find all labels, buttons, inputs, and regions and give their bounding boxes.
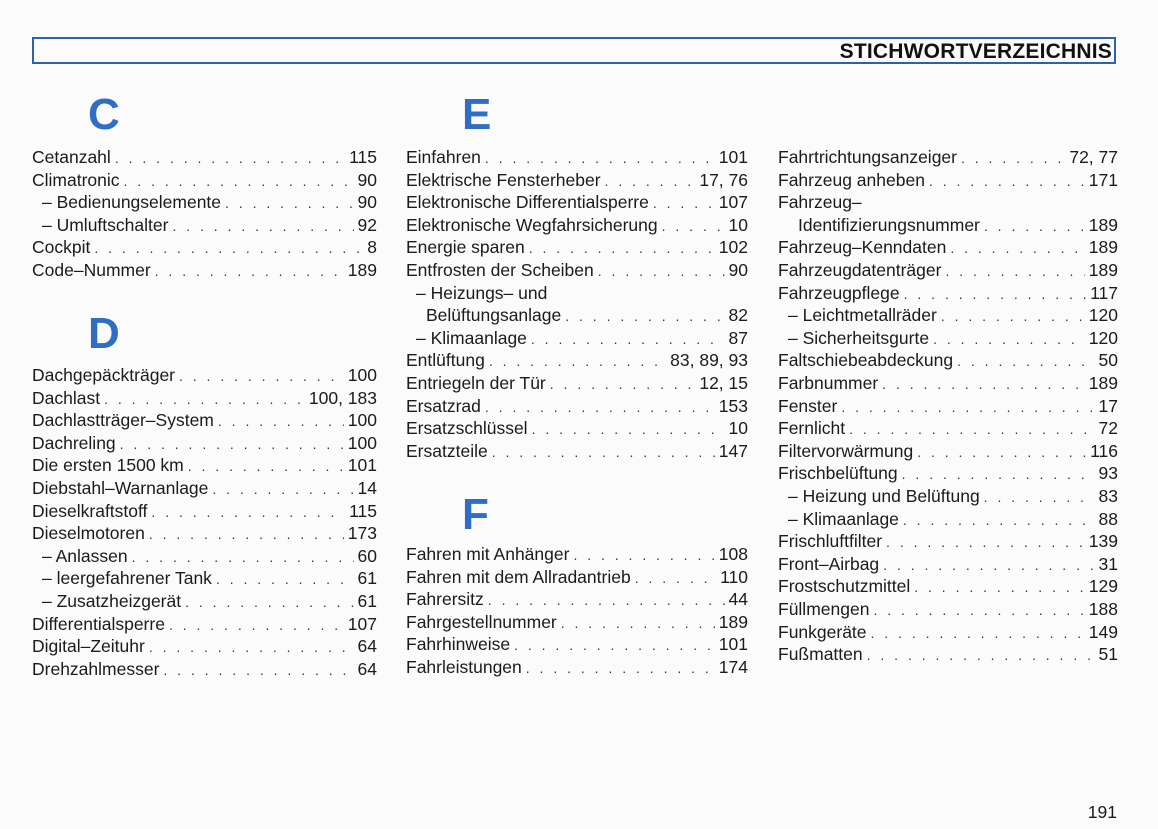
leader-dots (151, 501, 345, 523)
index-entry (32, 454, 377, 477)
leader-dots (488, 589, 725, 611)
index-entry (778, 395, 1118, 418)
page-reference: 82 (728, 305, 748, 326)
index-term: Füllmengen (778, 599, 870, 619)
leader-dots (149, 636, 354, 658)
leader-dots (849, 418, 1094, 440)
leader-dots (163, 659, 353, 681)
index-term: Cetanzahl (32, 147, 111, 167)
index-term: Climatronic (32, 169, 120, 190)
leader-dots (94, 237, 363, 259)
leader-dots (929, 170, 1085, 192)
page-reference: 101 (718, 147, 748, 167)
index-entry (778, 191, 1118, 213)
page-reference: 10 (728, 418, 748, 439)
index-entry (32, 432, 377, 455)
page-reference: 115 (349, 147, 377, 167)
index-entry (778, 417, 1118, 440)
index-entry (42, 214, 377, 237)
index-entry (32, 236, 377, 259)
leader-dots (225, 192, 354, 214)
index-term: Frostschutzmittel (778, 576, 911, 597)
index-term: – Umluftschalter (42, 214, 169, 235)
leader-dots (867, 644, 1095, 666)
index-term: Fahrzeugdatenträger (778, 260, 942, 280)
leader-dots (185, 591, 353, 613)
index-entry (406, 395, 748, 418)
page-reference: 139 (1088, 531, 1118, 552)
page-reference: 17, 76 (699, 169, 748, 190)
page-reference: 83 (1098, 486, 1118, 506)
index-entry (406, 633, 748, 656)
index-entry (32, 500, 377, 523)
index-entry (32, 364, 377, 387)
index-entry (42, 191, 377, 214)
leader-dots (941, 305, 1085, 327)
page-reference: 189 (1088, 214, 1118, 235)
index-entry (42, 590, 377, 613)
page-reference: 129 (1088, 576, 1118, 597)
index-entry (798, 214, 1118, 237)
leader-dots (957, 350, 1094, 372)
leader-dots (902, 463, 1095, 485)
leader-dots (598, 260, 725, 282)
index-term: Fahrhinweise (406, 634, 511, 655)
index-entry (778, 372, 1118, 395)
index-term: Farbnummer (778, 373, 879, 393)
index-entry (778, 282, 1118, 305)
leader-dots (917, 441, 1086, 463)
leader-dots (561, 612, 715, 634)
index-entry (416, 327, 748, 350)
leader-dots (485, 147, 715, 169)
index-entry (416, 282, 748, 304)
index-entry (406, 191, 748, 214)
page-reference: 101 (718, 634, 748, 655)
leader-dots (883, 554, 1094, 576)
index-term: – Sicherheitsgurte (788, 327, 930, 348)
index-entry (32, 169, 377, 192)
page-reference: 174 (718, 657, 748, 677)
leader-dots (904, 283, 1086, 305)
page-reference: 51 (1098, 644, 1118, 665)
index-entry (778, 643, 1118, 666)
index-term: Code–Nummer (32, 260, 151, 280)
index-entry (778, 169, 1118, 192)
leader-dots (514, 634, 715, 656)
index-term: – Leichtmetallräder (788, 305, 937, 326)
index-term: Dieselkraftstoff (32, 500, 148, 521)
index-entry (406, 543, 748, 566)
leader-dots (531, 328, 725, 350)
index-term: – Anlassen (42, 545, 128, 566)
index-term: Diebstahl–Warnanlage (32, 478, 209, 498)
index-term: Belüftungsanlage (426, 305, 562, 326)
index-term: Ersatzrad (406, 395, 481, 416)
index-entry (32, 146, 377, 169)
page-reference: 173 (347, 523, 377, 544)
index-entry (778, 146, 1118, 169)
index-term: Die ersten 1500 km (32, 455, 184, 476)
page-reference: 108 (718, 544, 748, 564)
leader-dots (871, 622, 1085, 644)
page-reference: 88 (1098, 508, 1118, 529)
page-reference: 72, 77 (1069, 147, 1118, 167)
index-entry (406, 214, 748, 237)
index-term: Digital–Zeituhr (32, 636, 145, 657)
index-term: Front–Airbag (778, 553, 880, 574)
index-entry (42, 567, 377, 590)
index-entry (778, 462, 1118, 485)
index-entry (778, 349, 1118, 372)
page-reference: 153 (718, 395, 748, 416)
page-reference: 116 (1090, 440, 1118, 461)
page-reference: 90 (357, 169, 377, 190)
leader-dots (945, 260, 1084, 282)
index-term: Dachlastträger–System (32, 410, 214, 431)
index-term: Fahrtrichtungsanzeiger (778, 147, 957, 167)
index-term: – Bedienungselemente (42, 192, 222, 213)
leader-dots (155, 260, 344, 282)
index-term: – Klimaanlage (788, 508, 899, 529)
index-entry (32, 658, 377, 681)
index-term: Fahren mit Anhänger (406, 544, 570, 564)
page-reference: 10 (728, 214, 748, 235)
leader-dots (882, 373, 1085, 395)
page-reference: 92 (357, 214, 377, 235)
leader-dots (485, 396, 715, 418)
leader-dots (188, 455, 344, 477)
leader-dots (873, 599, 1084, 621)
index-term: Fahrgestellnummer (406, 611, 557, 632)
page-reference: 189 (1088, 373, 1118, 393)
index-entry (406, 417, 748, 440)
index-entry (788, 327, 1118, 350)
header-bar (32, 37, 1116, 64)
section-letter-c: C (88, 90, 120, 139)
index-entry (406, 611, 748, 634)
page-reference: 64 (357, 658, 377, 679)
index-term: Elektrische Fensterheber (406, 169, 601, 190)
leader-dots (149, 523, 344, 545)
index-term: Dieselmotoren (32, 523, 145, 544)
index-entry (788, 485, 1118, 508)
leader-dots (662, 215, 725, 237)
leader-dots (120, 433, 344, 455)
page-reference: 100, 183 (308, 387, 377, 408)
leader-dots (492, 441, 715, 463)
leader-dots (605, 170, 696, 192)
index-term: Fahrleistungen (406, 657, 522, 677)
index-term: Fahrersitz (406, 589, 484, 610)
index-entry (778, 598, 1118, 621)
page-reference: 61 (357, 591, 377, 611)
index-term: Fahrzeug–Kenndaten (778, 237, 947, 258)
leader-dots (984, 486, 1095, 508)
index-entry (406, 146, 748, 169)
index-term: Entlüftung (406, 350, 485, 371)
index-entry (406, 349, 748, 372)
index-entry (778, 440, 1118, 463)
index-entry (32, 613, 377, 636)
index-term: – Klimaanlage (416, 327, 527, 348)
leader-dots (950, 237, 1084, 259)
page-reference: 102 (718, 237, 748, 258)
page-reference: 72 (1098, 418, 1118, 439)
leader-dots (104, 388, 305, 410)
index-term: Frischbelüftung (778, 463, 898, 484)
page-reference: 101 (347, 455, 377, 476)
page-reference: 83, 89, 93 (670, 350, 748, 371)
index-entry (406, 372, 748, 395)
page-reference: 31 (1098, 553, 1118, 574)
page-reference: 90 (728, 260, 748, 280)
page-reference: 60 (357, 545, 377, 566)
index-entry (406, 440, 748, 463)
index-term: Energie sparen (406, 237, 525, 258)
page-reference: 14 (357, 478, 377, 498)
leader-dots (933, 328, 1085, 350)
page-reference: 171 (1088, 169, 1118, 190)
index-term: Fahrzeugpflege (778, 282, 900, 303)
page-reference: 149 (1088, 621, 1118, 642)
index-entry (32, 635, 377, 658)
page-title: STICHWORTVERZEICHNIS (839, 40, 1112, 63)
index-entry (778, 259, 1118, 282)
page-reference: 147 (718, 440, 748, 461)
section-letter-f: F (462, 490, 489, 539)
index-term: Fahren mit dem Allradantrieb (406, 566, 631, 587)
page-reference: 12, 15 (699, 373, 748, 393)
index-entry (32, 522, 377, 545)
index-entry (788, 508, 1118, 531)
index-entry (778, 236, 1118, 259)
index-term: Identifizierungsnummer (798, 214, 980, 235)
leader-dots (914, 576, 1085, 598)
index-term: Elektronische Differentialsperre (406, 192, 649, 213)
index-term: Elektronische Wegfahrsicherung (406, 214, 658, 235)
page-reference: 115 (349, 500, 377, 521)
index-term: Differentialsperre (32, 613, 165, 634)
index-term: Faltschiebeabdeckung (778, 350, 954, 371)
index-entry (788, 304, 1118, 327)
page-reference: 87 (728, 327, 748, 348)
index-term: – Zusatzheizgerät (42, 591, 182, 611)
page-reference: 100 (347, 365, 377, 385)
page-reference: 100 (347, 410, 377, 431)
index-entry (778, 553, 1118, 576)
page-reference: 64 (357, 636, 377, 657)
section-letter-d: D (88, 309, 120, 358)
page-reference: 189 (1088, 260, 1118, 280)
index-entry (42, 545, 377, 568)
index-entry (32, 387, 377, 410)
index-entry (406, 566, 748, 589)
index-term: Fahrzeug anheben (778, 169, 925, 190)
index-term: Fernlicht (778, 418, 846, 439)
index-entry (406, 259, 748, 282)
page-reference: 8 (367, 237, 377, 258)
leader-dots (984, 215, 1085, 237)
index-term: Fenster (778, 395, 838, 416)
index-term: Einfahren (406, 147, 481, 167)
index-entry (406, 236, 748, 259)
page-reference: 90 (357, 192, 377, 213)
index-entry (426, 304, 748, 327)
index-term: Drehzahlmesser (32, 658, 160, 679)
index-entry (406, 656, 748, 679)
index-term: Dachlast (32, 387, 101, 408)
page-reference: 61 (357, 568, 377, 589)
index-term: – Heizung und Belüftung (788, 486, 980, 506)
leader-dots (841, 396, 1094, 418)
page-reference: 17 (1098, 395, 1118, 416)
leader-dots (218, 410, 344, 432)
leader-dots (172, 215, 353, 237)
index-term: Dachreling (32, 432, 116, 453)
page-reference: 120 (1088, 305, 1118, 326)
leader-dots (212, 478, 353, 500)
index-entry (32, 477, 377, 500)
leader-dots (903, 509, 1095, 531)
leader-dots (169, 614, 344, 636)
index-term: Entriegeln der Tür (406, 373, 546, 393)
page-reference: 50 (1098, 350, 1118, 371)
index-term: Filtervorwärmung (778, 440, 914, 461)
section-letter-e: E (462, 90, 492, 139)
index-term: Ersatzschlüssel (406, 418, 528, 439)
page-reference: 188 (1088, 599, 1118, 619)
leader-dots (115, 147, 345, 169)
page-reference: 189 (718, 611, 748, 632)
page-reference: 107 (718, 192, 748, 213)
page-reference: 93 (1098, 463, 1118, 484)
leader-dots (529, 237, 715, 259)
index-entry (32, 259, 377, 282)
leader-dots (179, 365, 344, 387)
index-term: Entfrosten der Scheiben (406, 260, 594, 280)
index-term: Dachgepäckträger (32, 365, 175, 385)
page-reference: 189 (1088, 237, 1118, 258)
index-entry (778, 621, 1118, 644)
index-entry (406, 588, 748, 611)
page-reference: 44 (728, 589, 748, 610)
index-term: – leergefahrener Tank (42, 568, 212, 589)
index-term: – Heizungs– und (416, 282, 548, 303)
leader-dots (216, 568, 354, 590)
leader-dots (886, 531, 1085, 553)
leader-dots (961, 147, 1065, 169)
leader-dots (124, 170, 354, 192)
page-reference: 189 (347, 260, 377, 280)
index-entry (406, 169, 748, 192)
leader-dots (532, 418, 725, 440)
page-reference: 110 (720, 566, 748, 587)
page-number: 191 (1087, 802, 1117, 822)
leader-dots (573, 544, 714, 566)
leader-dots (653, 192, 715, 214)
index-term: Ersatzteile (406, 440, 488, 461)
leader-dots (132, 546, 354, 568)
leader-dots (489, 350, 666, 372)
index-term: Fahrzeug– (778, 192, 862, 213)
leader-dots (565, 305, 724, 327)
page-reference: 117 (1090, 282, 1118, 303)
leader-dots (635, 567, 716, 589)
leader-dots (526, 657, 715, 679)
page-reference: 107 (347, 613, 377, 634)
index-entry (32, 409, 377, 432)
leader-dots (550, 373, 696, 395)
index-term: Frischluftfilter (778, 531, 883, 552)
index-entry (778, 530, 1118, 553)
index-term: Funkgeräte (778, 621, 867, 642)
index-entry (778, 575, 1118, 598)
page-reference: 100 (347, 432, 377, 453)
page-reference: 120 (1088, 327, 1118, 348)
index-term: Fußmatten (778, 644, 863, 665)
index-term: Cockpit (32, 237, 91, 258)
